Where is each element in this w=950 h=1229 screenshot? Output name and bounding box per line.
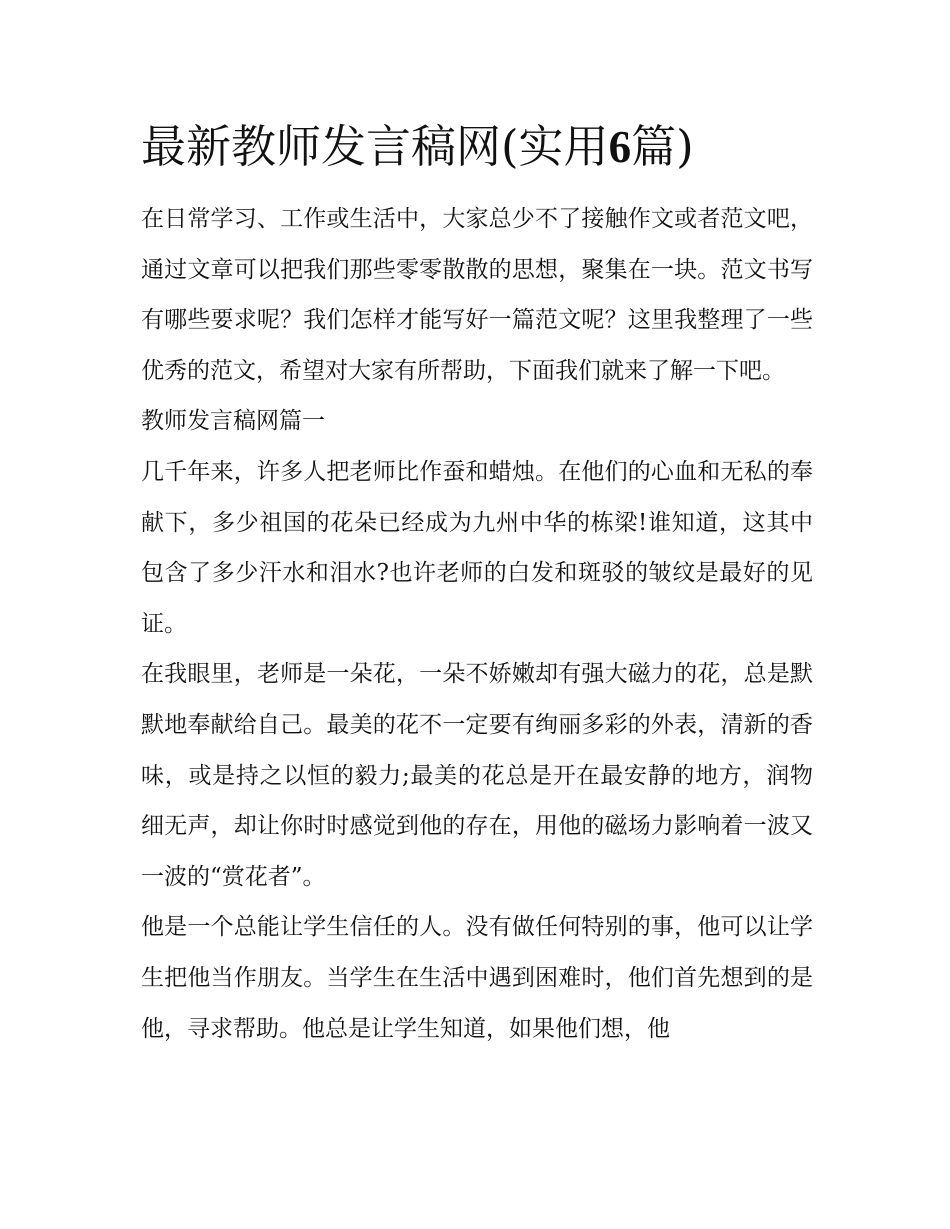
intro-paragraph: 在日常学习、工作或生活中，大家总少不了接触作文或者范文吧，通过文章可以把我们那些零零散散的思想，聚集在一块。范文书写有哪些要求呢？我们怎样才能写好一篇范文呢？这里我整理了一些优秀的范文，希望对大家有所帮助，下面我们就来了解一下吧。 <box>141 206 813 384</box>
title-suffix: 篇) <box>631 120 694 173</box>
title-number: 6 <box>608 122 632 172</box>
document-body <box>141 112 813 1054</box>
section-heading: 教师发言稿网篇一 <box>141 408 325 435</box>
body-paragraph-1: 几千年来，许多人把老师比作蚕和蜡烛。在他们的心血和无私的奉献下，多少祖国的花朵已经成为九州中华的栋梁!谁知道，这其中包含了多少汗水和泪水?也许老师的白发和斑驳的皱纹是最好的见证。 <box>141 458 813 637</box>
body-paragraph-2: 在我眼里，老师是一朵花，一朵不娇嫩却有强大磁力的花，总是默默地奉献给自己。最美的花不一定要有绚丽多彩的外表，清新的香味，或是持之以恒的毅力;最美的花总是开在最安静的地方，润物细无声，却让你时时感觉到他的存在，用他的磁场力影响着一波又一波的“赏花者”。 <box>141 661 813 890</box>
page-title <box>141 112 813 182</box>
body-paragraph-3: 他是一个总能让学生信任的人。没有做任何特别的事，他可以让学生把他当作朋友。当学生在生活中遇到困难时，他们首先想到的是他，寻求帮助。他总是让学生知道，如果他们想，他 <box>141 914 813 1042</box>
title-prefix: 最新教师发言稿网(实用 <box>141 120 609 173</box>
